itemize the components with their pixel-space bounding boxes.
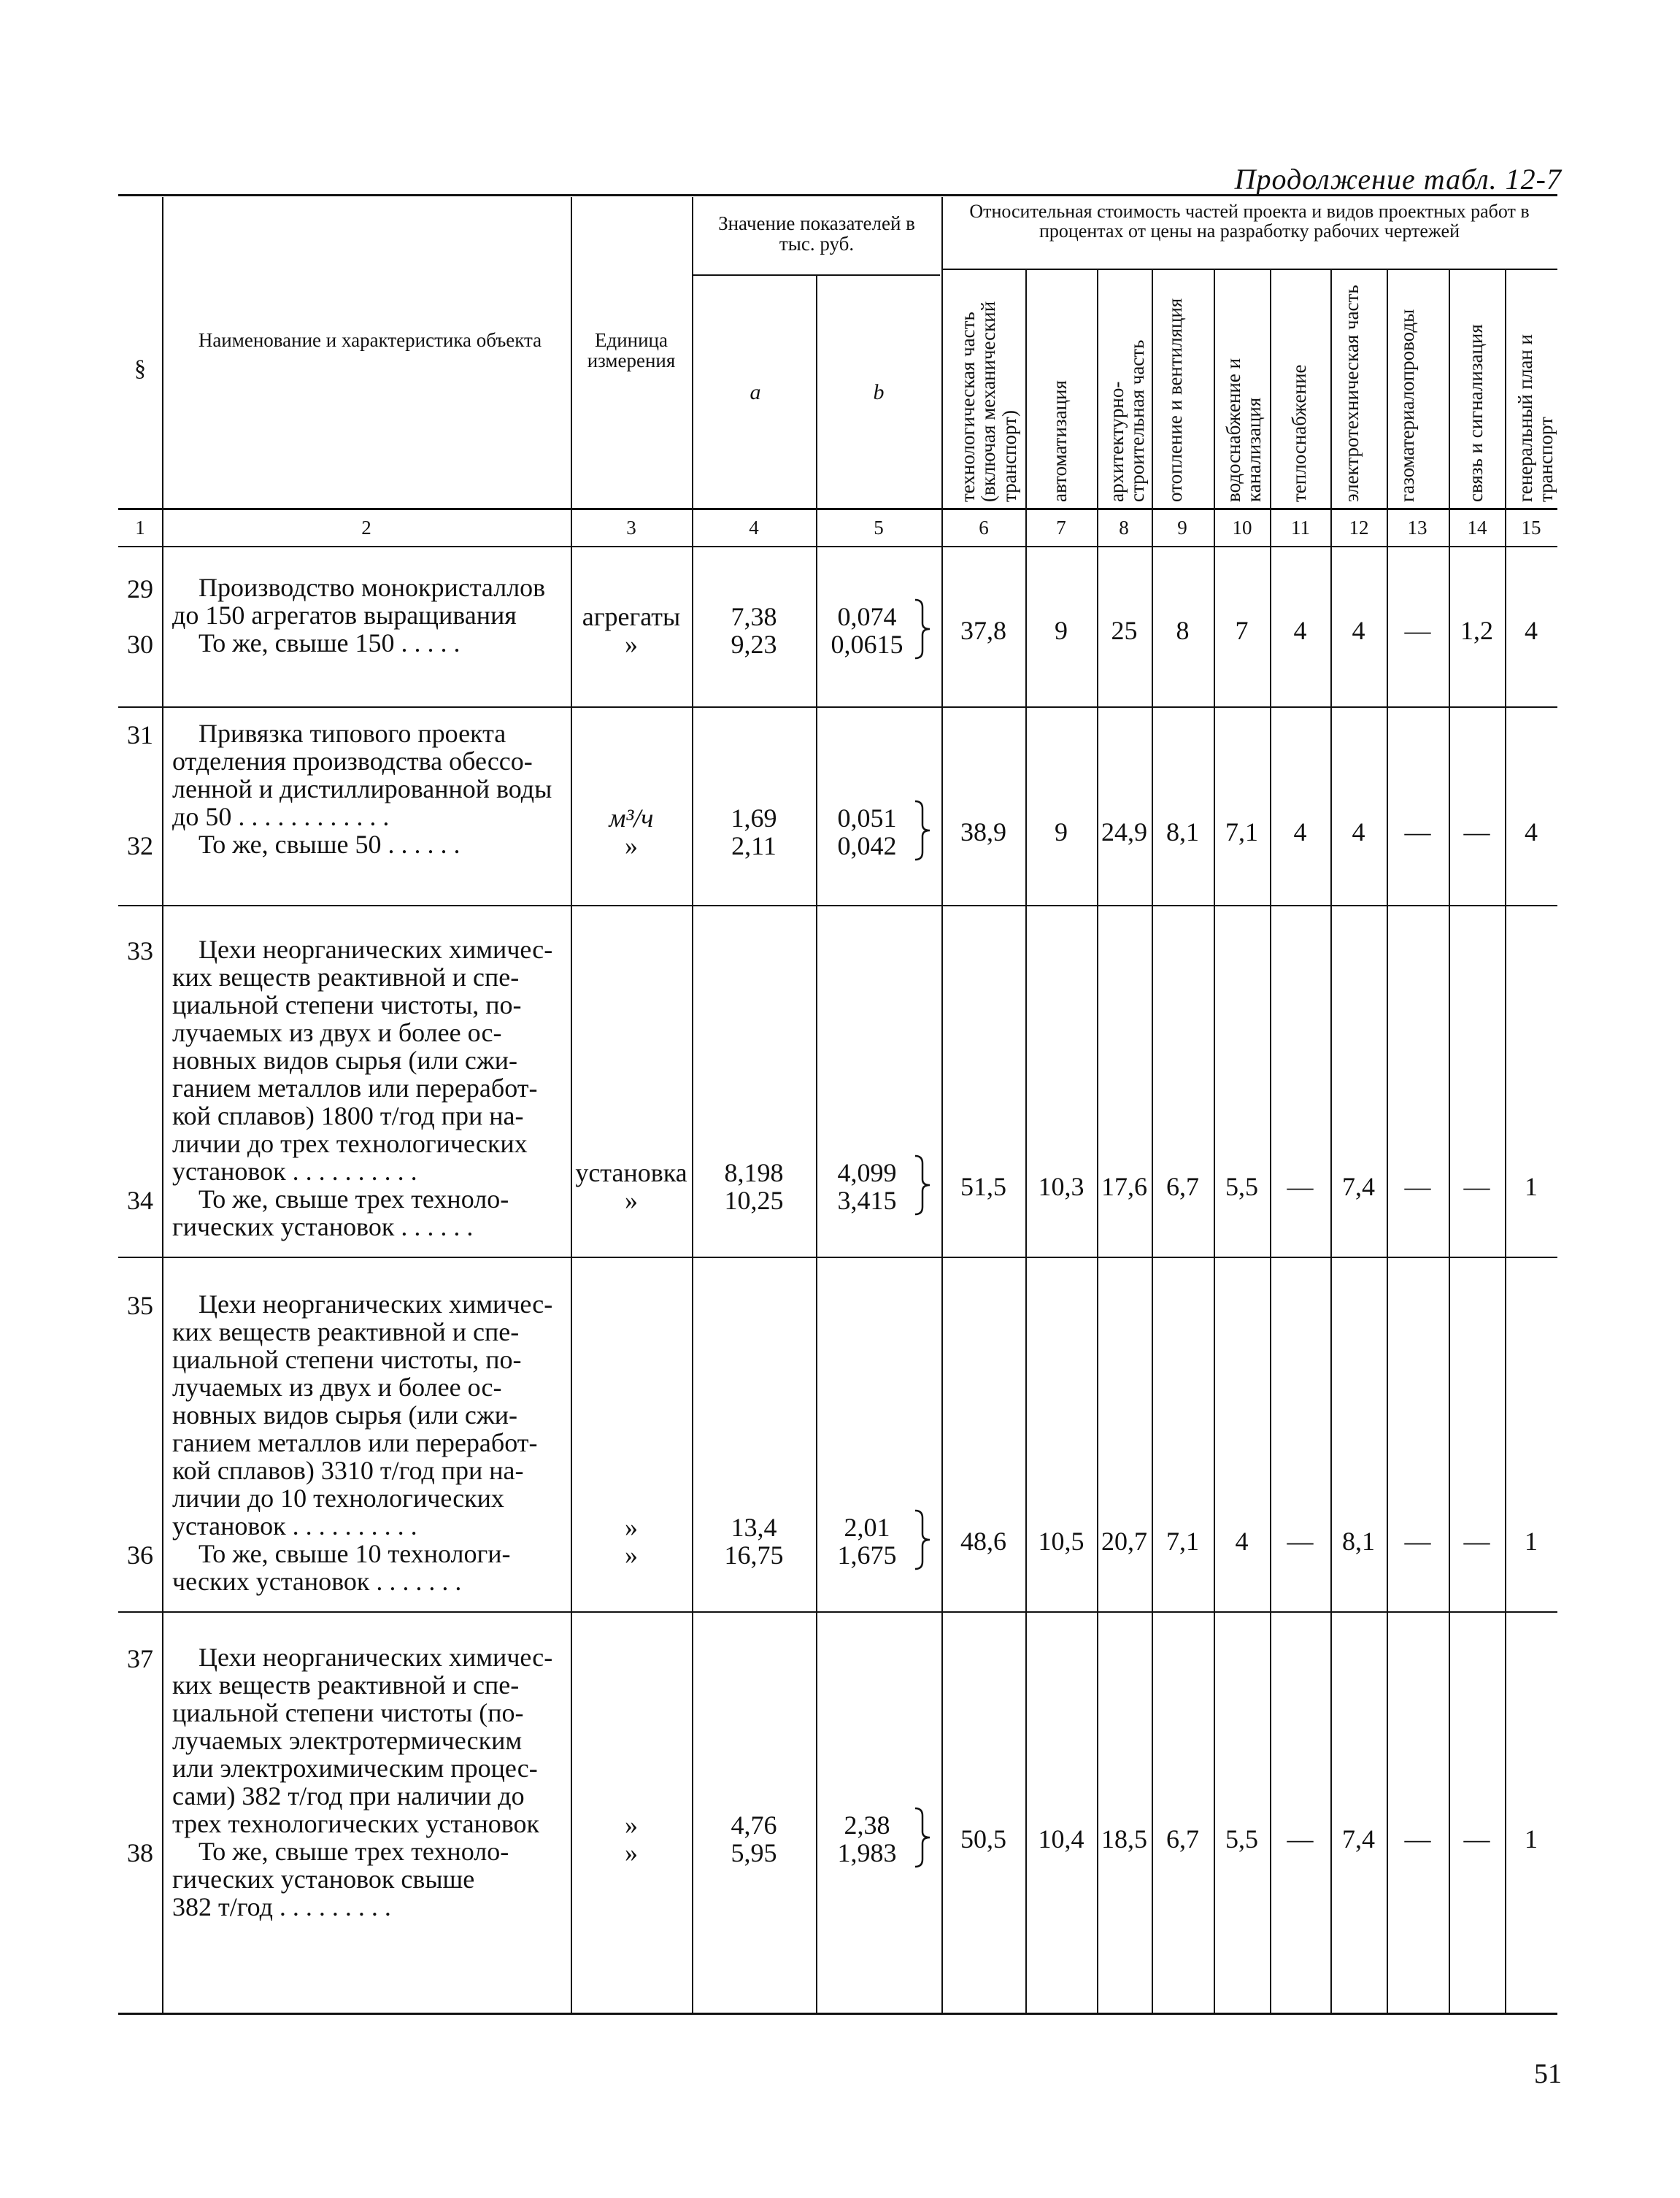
row-percent-value: 4: [1352, 616, 1365, 645]
row-unit: »: [625, 630, 638, 659]
header-vert-gas-pipelines: газоматериалопроводы: [1396, 309, 1418, 502]
row-percent-value: 50,5: [960, 1824, 1006, 1854]
colnum-bottom-rule: [118, 546, 1557, 547]
row-unit: »: [625, 831, 638, 860]
row-percent-value: 18,5: [1101, 1824, 1147, 1854]
col-sep-11: [1330, 270, 1332, 2013]
row-brace-mark: [912, 598, 934, 660]
colnum-2: 2: [361, 517, 371, 539]
row-name-line: Привязка типового проекта: [199, 719, 506, 748]
row-name-line: циальной степени чистоты, по-: [172, 1345, 522, 1374]
col-sep-13: [1449, 270, 1450, 2013]
row-value-a: 16,75: [724, 1540, 784, 1570]
colnum-11: 11: [1291, 517, 1310, 539]
row-name-line: установок . . . . . . . . . .: [172, 1157, 417, 1186]
page-number: 51: [1534, 2059, 1562, 2089]
row-percent-value: 9: [1055, 817, 1068, 847]
col-sep-14: [1505, 270, 1506, 2013]
row-unit: »: [625, 1186, 638, 1215]
row-percent-value: 10,4: [1038, 1824, 1084, 1854]
header-vert-heating-ventilation: отопление и вентиляция: [1164, 298, 1186, 502]
row-name-line: То же, свыше 10 технологи-: [199, 1539, 511, 1568]
table-continuation-caption: Продолжение табл. 12-7: [1234, 163, 1562, 196]
row-name-line: новных видов сырья (или сжи-: [172, 1046, 518, 1075]
header-unit: Единица измерения: [587, 329, 676, 372]
colnum-1: 1: [135, 517, 145, 539]
row-percent-value: —: [1463, 1824, 1490, 1854]
header-col-a: a: [750, 380, 761, 404]
header-vert-communication: связь и сигнализация: [1465, 324, 1487, 502]
row-percent-value: 24,9: [1101, 817, 1147, 847]
header-vert-water-sewer: водоснабжение и канализация: [1222, 358, 1265, 502]
row-section-number: 34: [127, 1186, 153, 1215]
row-percent-value: 1: [1525, 1172, 1538, 1201]
row-name-line: личии до 10 технологических: [172, 1484, 504, 1513]
colnum-15: 15: [1521, 517, 1541, 539]
row-unit: »: [625, 1811, 638, 1840]
row-unit: агрегаты: [582, 602, 681, 631]
row-section-number: 38: [127, 1838, 153, 1867]
row-section-number: 32: [127, 831, 153, 860]
row-name-line: То же, свыше 50 . . . . . .: [199, 830, 461, 859]
row-percent-value: —: [1404, 1824, 1431, 1854]
row-value-b: 2,01: [844, 1513, 890, 1542]
header-subrule-right: [941, 269, 1557, 270]
col-sep-7: [1097, 270, 1098, 2013]
row-percent-value: 6,7: [1166, 1172, 1199, 1201]
row-value-a: 4,76: [731, 1811, 777, 1840]
table-bottom-rule: [118, 2013, 1557, 2015]
row-percent-value: 7,1: [1225, 817, 1258, 847]
row-value-b: 1,675: [837, 1540, 897, 1570]
row-name-line: ких веществ реактивной и спе-: [172, 1317, 520, 1346]
row-percent-value: 51,5: [960, 1172, 1006, 1201]
row-percent-value: 10,3: [1038, 1172, 1084, 1201]
row-percent-value: —: [1404, 1527, 1431, 1556]
row-value-a: 10,25: [724, 1186, 784, 1215]
row-name-line: гических установок свыше: [172, 1865, 475, 1894]
row-percent-value: 9: [1055, 616, 1068, 645]
row-unit: м³/ч: [609, 803, 654, 833]
header-vert-automation: автоматизация: [1049, 380, 1071, 502]
row-name-line: Цехи неорганических химичес-: [199, 1643, 553, 1672]
col-sep-12: [1387, 270, 1388, 2013]
row-brace-mark: [912, 1807, 934, 1868]
row-percent-value: 20,7: [1101, 1527, 1147, 1556]
col-sep-1: [162, 197, 163, 2013]
row-percent-value: 8,1: [1342, 1527, 1375, 1556]
row-name-line: То же, свыше трех техноло-: [199, 1837, 509, 1866]
header-object-name: Наименование и характеристика объекта: [198, 329, 542, 351]
row-percent-value: 48,6: [960, 1527, 1006, 1556]
row-name-line: новных видов сырья (или сжи-: [172, 1400, 518, 1430]
colnum-9: 9: [1177, 517, 1187, 539]
row-name-line: ких веществ реактивной и спе-: [172, 963, 520, 992]
col-sep-8: [1152, 270, 1153, 2013]
row-percent-value: 7: [1235, 616, 1249, 645]
row-name-line: лучаемых электротермическим: [172, 1726, 523, 1755]
header-relative-cost-caption: Относительная стоимость частей проекта и видов проектных работ в процентах от цены на разработку рабочих чертежей: [969, 201, 1530, 242]
row-section-number: 37: [127, 1644, 153, 1673]
row-value-a: 1,69: [731, 803, 777, 833]
colnum-12: 12: [1349, 517, 1369, 539]
row-value-a: 9,23: [731, 630, 777, 659]
row-percent-value: 8: [1176, 616, 1190, 645]
row-name-line: ческих установок . . . . . . .: [172, 1567, 462, 1596]
row-brace-mark: [912, 1154, 934, 1216]
row-name-line: гических установок . . . . . .: [172, 1212, 474, 1241]
row-percent-value: —: [1404, 1172, 1431, 1201]
row-unit: »: [625, 1513, 638, 1542]
row-value-b: 0,0615: [831, 630, 903, 659]
row-value-a: 5,95: [731, 1838, 777, 1867]
row-percent-value: —: [1404, 817, 1431, 847]
row-name-line: Цехи неорганических химичес-: [199, 935, 553, 964]
row-value-b: 4,099: [837, 1158, 897, 1187]
row-name-line: установок . . . . . . . . . .: [172, 1511, 417, 1540]
colnum-10: 10: [1232, 517, 1252, 539]
row-name-line: ких веществ реактивной и спе-: [172, 1670, 520, 1700]
row-value-b: 3,415: [837, 1186, 897, 1215]
col-sep-5: [941, 197, 943, 2013]
row-value-a: 7,38: [731, 602, 777, 631]
row-value-a: 13,4: [731, 1513, 777, 1542]
row-percent-value: 1: [1525, 1527, 1538, 1556]
row-name-line: ленной и дистиллированной воды: [172, 774, 552, 803]
col-sep-6: [1025, 270, 1027, 2013]
row-percent-value: 4: [1235, 1527, 1249, 1556]
col-sep-10: [1270, 270, 1271, 2013]
row-name-line: ганием металлов или переработ-: [172, 1428, 538, 1457]
colnum-14: 14: [1467, 517, 1487, 539]
row-value-b: 2,38: [844, 1811, 890, 1840]
colnum-6: 6: [979, 517, 989, 539]
row-value-a: 2,11: [731, 831, 777, 860]
row-name-line: лучаемых из двух и более ос-: [172, 1018, 502, 1047]
row-percent-value: —: [1287, 1527, 1314, 1556]
row-name-line: сами) 382 т/год при наличии до: [172, 1781, 525, 1811]
row-name-line: или электрохимическим процес-: [172, 1754, 538, 1783]
row-name-line: циальной степени чистоты, по-: [172, 990, 522, 1019]
header-bottom-rule: [118, 508, 1557, 510]
header-values-caption: Значение показателей в тыс. руб.: [718, 212, 915, 255]
row-percent-value: 4: [1293, 616, 1307, 645]
row-name-line: 382 т/год . . . . . . . . .: [172, 1892, 391, 1921]
row-value-b: 0,051: [837, 803, 897, 833]
row-name-line: до 50 . . . . . . . . . . . .: [172, 802, 390, 831]
header-section-sign: §: [134, 355, 146, 381]
row-percent-value: 4: [1525, 616, 1538, 645]
table-top-rule: [118, 194, 1557, 196]
colnum-4: 4: [749, 517, 759, 539]
row-value-b: 1,983: [837, 1838, 897, 1867]
row-name-line: То же, свыше 150 . . . . .: [199, 628, 461, 658]
row-unit: »: [625, 1838, 638, 1867]
row-value-a: 8,198: [724, 1158, 784, 1187]
group-rule-3: [118, 1257, 1557, 1258]
row-unit: »: [625, 1540, 638, 1570]
header-col-b: b: [873, 380, 885, 404]
colnum-13: 13: [1407, 517, 1427, 539]
header-vert-heat-supply: теплоснабжение: [1288, 364, 1310, 502]
row-percent-value: 1: [1525, 1824, 1538, 1854]
group-rule-1: [118, 706, 1557, 708]
row-percent-value: 5,5: [1225, 1824, 1258, 1854]
row-name-line: Производство монокристаллов: [199, 573, 546, 602]
group-rule-2: [118, 905, 1557, 906]
row-percent-value: 4: [1352, 817, 1365, 847]
row-percent-value: 4: [1293, 817, 1307, 847]
row-percent-value: 7,4: [1342, 1172, 1375, 1201]
row-percent-value: 17,6: [1101, 1172, 1147, 1201]
row-name-line: циальной степени чистоты (по-: [172, 1698, 524, 1727]
row-percent-value: —: [1463, 1172, 1490, 1201]
row-percent-value: 10,5: [1038, 1527, 1084, 1556]
row-percent-value: 1,2: [1460, 616, 1493, 645]
row-name-line: отделения производства обессо-: [172, 747, 533, 776]
row-percent-value: 25: [1111, 616, 1138, 645]
row-value-b: 0,042: [837, 831, 897, 860]
row-name-line: трех технологических установок: [172, 1809, 540, 1838]
row-percent-value: —: [1287, 1172, 1314, 1201]
header-vert-general-plan: генеральный план и транспорт: [1514, 334, 1557, 502]
row-percent-value: 38,9: [960, 817, 1006, 847]
row-percent-value: 37,8: [960, 616, 1006, 645]
header-vert-electrical: электротехническая часть: [1341, 285, 1363, 502]
row-name-line: кой сплавов) 3310 т/год при на-: [172, 1456, 524, 1485]
row-section-number: 36: [127, 1540, 153, 1570]
row-section-number: 30: [127, 630, 153, 659]
row-percent-value: 7,4: [1342, 1824, 1375, 1854]
row-percent-value: 8,1: [1166, 817, 1199, 847]
col-sep-4: [816, 276, 817, 2013]
row-section-number: 35: [127, 1291, 153, 1320]
row-brace-mark: [912, 800, 934, 861]
row-name-line: личии до трех технологических: [172, 1129, 528, 1158]
colnum-3: 3: [626, 517, 636, 539]
row-name-line: до 150 агрегатов выращивания: [172, 601, 517, 630]
row-percent-value: —: [1463, 817, 1490, 847]
colnum-7: 7: [1056, 517, 1066, 539]
row-section-number: 29: [127, 574, 153, 604]
colnum-8: 8: [1119, 517, 1129, 539]
header-vert-technological: технологическая часть (включая механический транспорт): [957, 301, 1020, 502]
row-brace-mark: [912, 1509, 934, 1570]
row-percent-value: 6,7: [1166, 1824, 1199, 1854]
row-percent-value: 7,1: [1166, 1527, 1199, 1556]
row-name-line: То же, свыше трех техноло-: [199, 1184, 509, 1214]
row-percent-value: 5,5: [1225, 1172, 1258, 1201]
group-rule-4: [118, 1611, 1557, 1613]
row-percent-value: —: [1287, 1824, 1314, 1854]
row-unit: установка: [575, 1158, 687, 1187]
row-name-line: кой сплавов) 1800 т/год при на-: [172, 1101, 524, 1130]
row-name-line: ганием металлов или переработ-: [172, 1073, 538, 1103]
header-vert-architecture: архитектурно-строительная часть: [1106, 339, 1149, 502]
row-name-line: лучаемых из двух и более ос-: [172, 1373, 502, 1402]
colnum-5: 5: [874, 517, 884, 539]
col-sep-9: [1214, 270, 1215, 2013]
row-name-line: Цехи неорганических химичес-: [199, 1289, 553, 1319]
row-percent-value: —: [1463, 1527, 1490, 1556]
row-section-number: 33: [127, 936, 153, 965]
row-percent-value: —: [1404, 616, 1431, 645]
row-percent-value: 4: [1525, 817, 1538, 847]
row-section-number: 31: [127, 720, 153, 749]
row-value-b: 0,074: [837, 602, 897, 631]
